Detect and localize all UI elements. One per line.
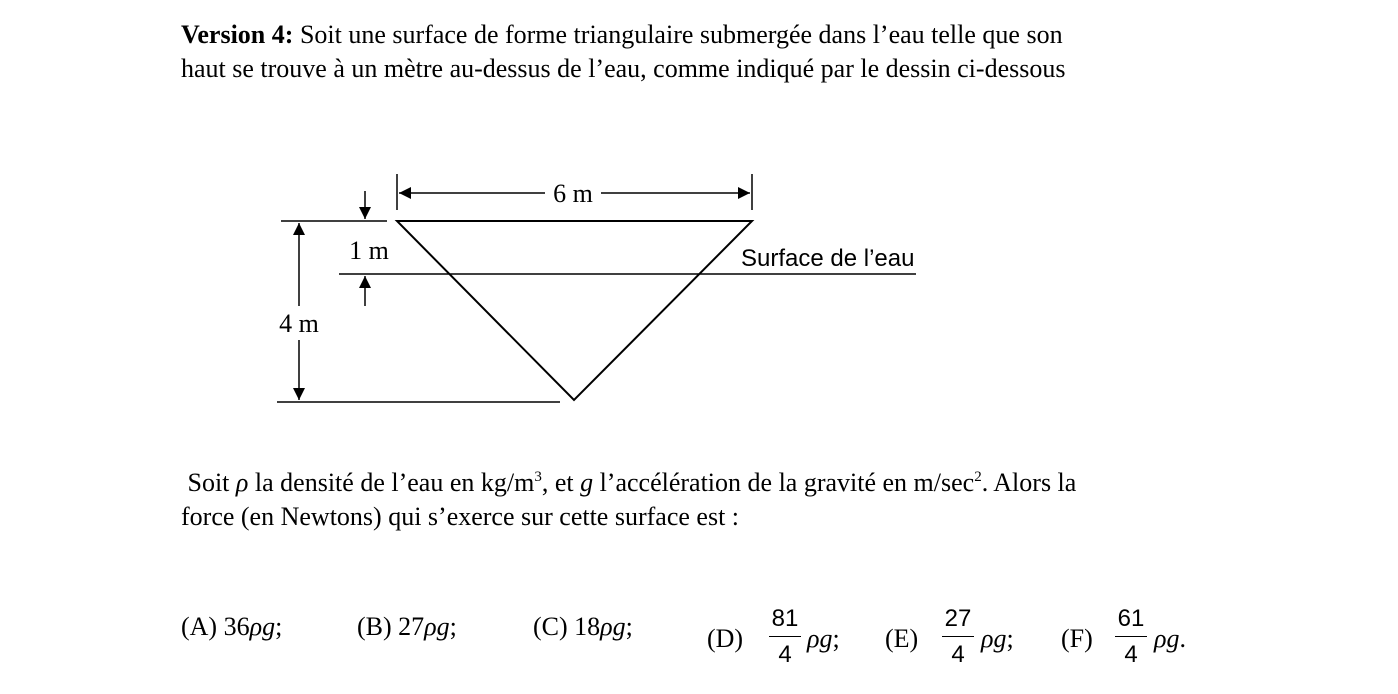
- exponent-2: 2: [974, 469, 982, 485]
- choice-e-var: ρg: [981, 624, 1007, 653]
- choice-d-numerator: 81: [771, 605, 799, 632]
- choice-a-var: ρg: [249, 612, 276, 641]
- question-line-2: force (en Newtons) qui s’exerce sur cette surface est :: [181, 502, 740, 531]
- intro-text-1: Soit une surface de forme triangulaire submergée dans l’eau telle que son: [293, 20, 1063, 49]
- choice-e[interactable]: [885, 604, 1035, 676]
- width-label: 6 m: [553, 179, 593, 208]
- choice-a-end: ;: [275, 612, 283, 641]
- choice-f-var: ρg: [1154, 624, 1180, 653]
- choice-d-label: (D): [707, 624, 744, 653]
- choice-d-denominator: 4: [778, 641, 792, 668]
- choice-e-label: (E): [885, 624, 919, 653]
- choice-d[interactable]: [707, 604, 857, 676]
- question-text-4: l’accélération de la gravité en m/sec: [593, 468, 975, 497]
- choice-f-fraction: [1113, 604, 1149, 670]
- question-text-5: . Alors la: [981, 468, 1077, 497]
- rho-symbol: ρ: [235, 468, 249, 497]
- choice-a-label: (A) 36: [181, 612, 250, 641]
- question-line-1: [181, 466, 1076, 500]
- g-symbol: g: [580, 468, 594, 497]
- intro-line-2: haut se trouve à un mètre au-dessus de l’eau, comme indiqué par le dessin ci-dessous: [181, 54, 1066, 83]
- fraction-bar: [769, 636, 801, 637]
- choice-c-end: ;: [625, 612, 633, 641]
- fraction-bar: [1115, 636, 1147, 637]
- choice-e-numerator: 27: [944, 605, 972, 632]
- choice-e-denominator: 4: [951, 641, 965, 668]
- choice-c-var: ρg: [600, 612, 626, 641]
- choice-f-denominator: 4: [1124, 641, 1138, 668]
- question-text-1: Soit: [187, 468, 236, 497]
- choice-b-var: ρg: [424, 612, 450, 641]
- choice-f-end: .: [1179, 624, 1186, 653]
- above-water-label: 1 m: [349, 236, 389, 265]
- question-text-2: la densité de l’eau en kg/m: [248, 468, 535, 497]
- choice-f-numerator: 61: [1117, 605, 1145, 632]
- height-label: 4 m: [279, 309, 319, 338]
- question-text-3: , et: [541, 468, 581, 497]
- choice-d-end: ;: [832, 624, 840, 653]
- choice-b[interactable]: [357, 610, 457, 644]
- choice-b-end: ;: [449, 612, 457, 641]
- choice-d-fraction: [767, 604, 803, 670]
- choice-e-fraction: [940, 604, 976, 670]
- choice-b-label: (B) 27: [357, 612, 425, 641]
- exponent-3: 3: [534, 469, 542, 485]
- choice-f[interactable]: [1061, 604, 1211, 676]
- choice-d-var: ρg: [807, 624, 833, 653]
- version-label: Version 4:: [181, 20, 294, 49]
- choice-c[interactable]: [533, 610, 633, 644]
- water-surface-label: Surface de l’eau: [741, 245, 915, 272]
- triangle-shape: [397, 221, 752, 400]
- choice-f-label: (F): [1061, 624, 1093, 653]
- choice-a[interactable]: [181, 610, 282, 644]
- choice-c-label: (C) 18: [533, 612, 601, 641]
- fraction-bar: [942, 636, 974, 637]
- question-text: [181, 466, 1076, 534]
- choice-e-end: ;: [1006, 624, 1014, 653]
